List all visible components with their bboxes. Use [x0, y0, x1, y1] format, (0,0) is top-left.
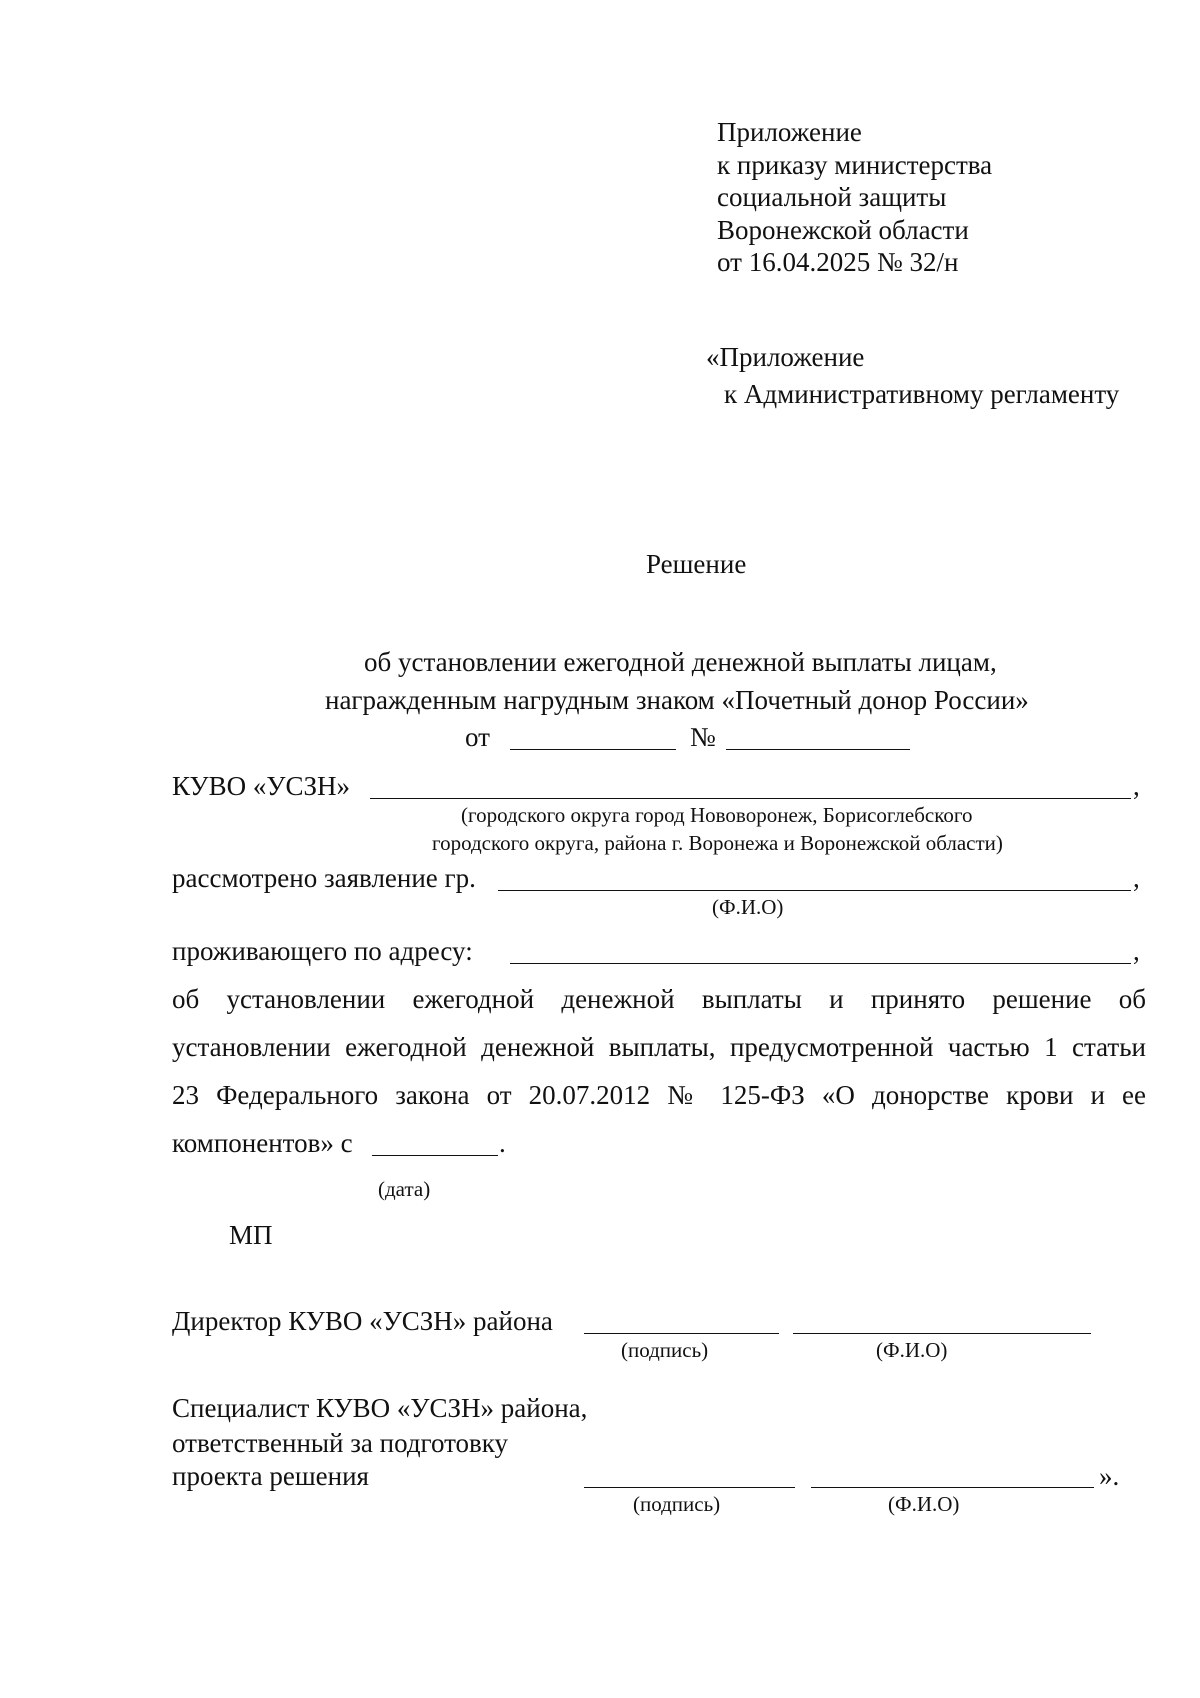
- closing-quote: ».: [1099, 1461, 1120, 1491]
- header-line-5: от 16.04.2025 № 32/н: [717, 247, 959, 277]
- specialist-line-2: ответственный за подготовку: [172, 1428, 509, 1458]
- page-title: Решение: [646, 549, 747, 579]
- specialist-line-3: проекта решения: [172, 1461, 369, 1491]
- address-label: проживающего по адресу:: [172, 936, 473, 966]
- paragraph-period: .: [499, 1128, 506, 1158]
- director-signature-hint: (подпись): [621, 1338, 709, 1362]
- header-line-4: Воронежской области: [717, 215, 969, 245]
- specialist-fio-field[interactable]: [811, 1487, 1094, 1488]
- specialist-signature-field[interactable]: [584, 1487, 795, 1488]
- kuvo-label: КУВО «УСЗН»: [172, 771, 350, 801]
- address-field[interactable]: [510, 963, 1131, 964]
- applicant-name-field[interactable]: [498, 890, 1131, 891]
- specialist-line-1: Специалист КУВО «УСЗН» района,: [172, 1393, 588, 1423]
- from-label: от: [465, 722, 490, 752]
- header-line-2: к приказу министерства: [717, 150, 993, 180]
- header-line-1: Приложение: [717, 117, 862, 147]
- applicant-comma: ,: [1133, 863, 1140, 893]
- appendix-line-1: «Приложение: [706, 342, 865, 372]
- specialist-signature-hint: (подпись): [633, 1492, 721, 1516]
- director-fio-field[interactable]: [793, 1333, 1091, 1334]
- paragraph-line-2: установлении ежегодной денежной выплаты, предусмотренной частью 1 статьи: [172, 1032, 1146, 1062]
- kuvo-hint-line-2: городского округа, района г. Воронежа и Воронежской области): [432, 831, 1003, 855]
- start-date-field[interactable]: [372, 1155, 498, 1156]
- number-label: №: [690, 722, 716, 752]
- subtitle-line-1: об установлении ежегодной денежной выплаты лицам,: [364, 647, 997, 677]
- paragraph-line-4: компонентов» с: [172, 1128, 353, 1158]
- paragraph-line-1: об установлении ежегодной денежной выплаты и принято решение об: [172, 984, 1146, 1014]
- paragraph-line-3: 23 Федерального закона от 20.07.2012 № 125-ФЗ «О донорстве крови и ее: [172, 1080, 1146, 1110]
- date-field[interactable]: [510, 749, 676, 750]
- director-fio-hint: (Ф.И.О): [876, 1338, 948, 1362]
- applicant-label: рассмотрено заявление гр.: [172, 863, 476, 893]
- director-signature-field[interactable]: [584, 1333, 779, 1334]
- number-field[interactable]: [726, 749, 910, 750]
- kuvo-hint-line-1: (городского округа город Нововоронеж, Борисоглебского: [461, 803, 973, 827]
- specialist-fio-hint: (Ф.И.О): [888, 1492, 960, 1516]
- director-label: Директор КУВО «УСЗН» района: [172, 1306, 553, 1336]
- appendix-line-2: к Административному регламенту: [724, 379, 1120, 409]
- subtitle-line-2: награжденным нагрудным знаком «Почетный донор России»: [325, 685, 1029, 715]
- kuvo-comma: ,: [1133, 771, 1140, 801]
- kuvo-name-field[interactable]: [370, 798, 1131, 799]
- header-line-3: социальной защиты: [717, 182, 947, 212]
- address-comma: ,: [1133, 936, 1140, 966]
- applicant-fio-hint: (Ф.И.О): [712, 895, 784, 919]
- stamp-label: МП: [229, 1220, 273, 1250]
- date-hint: (дата): [378, 1177, 431, 1201]
